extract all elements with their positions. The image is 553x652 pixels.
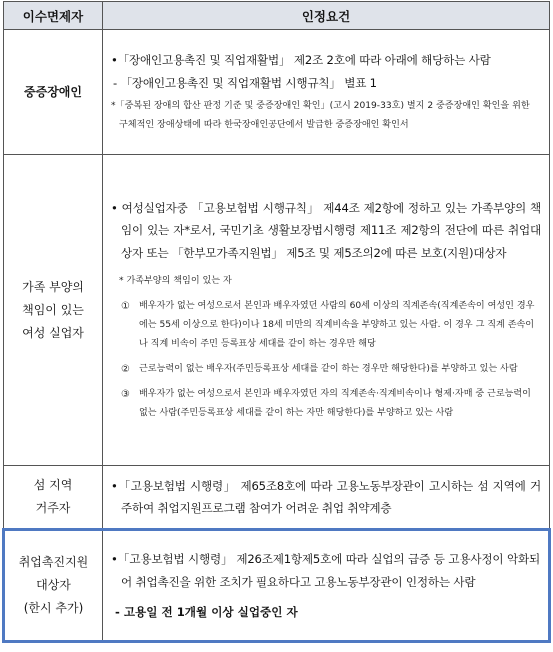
table-row-island-resident	[4, 466, 550, 530]
list-item	[111, 297, 541, 354]
row-label-line: 책임이 있는	[22, 302, 84, 317]
requirement-subtext: - 「장애인고용촉진 및 직업재활법 시행규칙」 별표 1	[113, 75, 377, 90]
list-item	[111, 385, 541, 423]
table-row-severe-disability	[4, 30, 550, 155]
item-text: 근로능력이 없는 배우자(주민등록표상 세대를 같이 하는 경우만 해당한다)를 부양하고 있는 사람	[139, 364, 518, 375]
table-row-employment-promotion	[4, 530, 550, 642]
requirement-text: •「고용보험법 시행령」 제65조8호에 따라 고용노동부장관이 고시하는 섬 지역에 거주하여 취업지원프로그램 참여가 어려운 취업 취약계층	[111, 478, 541, 515]
row-content	[103, 530, 550, 642]
header-exemptee: 이수면제자	[4, 2, 103, 30]
row-label-line: (한시 추가)	[23, 601, 84, 615]
item-marker: ①	[121, 301, 130, 313]
item-marker: ③	[121, 389, 130, 401]
row-content	[103, 155, 550, 466]
row-label	[4, 530, 103, 642]
requirement-note: *「중복된 장애의 합산 판정 기준 및 중증장애인 확인」(고시 2019-33호) 별지 2 중증장애인 확인을 위한 구체적인 장애상태에 따라 한국장애인공단에서 발급한 중증장애인 확인서	[111, 101, 530, 130]
exemption-requirements-table	[2, 1, 551, 643]
row-label: 중증장애인	[4, 30, 103, 155]
requirement-emphasis: - 고용일 전 1개월 이상 실업중인 자	[115, 605, 298, 619]
row-label-line: 거주자	[35, 501, 71, 515]
requirement-text: •「고용보험법 시행령」 제26조제1항제5호에 따라 실업의 급증 등 고용사정이 악화되어 취업촉진을 위한 조치가 필요하다고 고용노동부장관이 인정하는 사람	[111, 552, 540, 589]
row-label-line: 섬 지역	[33, 478, 73, 492]
item-marker: ②	[121, 364, 130, 376]
requirement-text: • 여성실업자중 「고용보험법 시행규칙」 제44조 제2항에 정하고 있는 가족부양의 책임이 있는 자*로서, 국민기초 생활보장법시행령 제11조 제2항의 전단에 따른 취업대상자 또는 「한부모가족지원법」 제5조 및 제5조의2에 따른 보호(지원)대상자	[111, 200, 541, 260]
row-label	[4, 155, 103, 466]
header-requirements: 인정요건	[103, 2, 550, 30]
list-item	[111, 360, 541, 379]
row-label-line: 취업촉진지원	[18, 555, 89, 569]
table-header-row	[4, 2, 550, 30]
row-label-line: 가족 부양의	[22, 279, 84, 294]
table-row-female-breadwinner	[4, 155, 550, 466]
row-label-line: 대상자	[36, 578, 71, 592]
row-label-line: 여성 실업자	[22, 325, 84, 340]
row-label	[4, 466, 103, 530]
requirement-note: * 가족부양의 책임이 있는 자	[119, 276, 232, 287]
row-content	[103, 30, 550, 155]
requirement-text: •「장애인고용촉진 및 직업재활법」 제2조 2호에 따라 아래에 해당하는 사람	[111, 53, 491, 67]
item-text: 배우자가 없는 여성으로서 본인과 배우자였던 사람의 60세 이상의 직계존속(직계존속이 여성인 경우에는 55세 이상으로 한다)이나 18세 미만의 직계비속을 부양하고 있는 사람. 이 경우 그 직계 존속이나 직계 비속이 주민 등록표상 세대를 같이 하는 경우만 해당	[139, 301, 535, 350]
item-text: 배우자가 없는 여성으로서 본인과 배우자였던 자의 직계존속·직계비속이나 형제·자매 중 근로능력이 없는 사람(주민등록표상 세대를 같이 하는 자만 해당한다)를 부양하고 있는 사람	[139, 389, 531, 419]
row-content	[103, 466, 550, 530]
